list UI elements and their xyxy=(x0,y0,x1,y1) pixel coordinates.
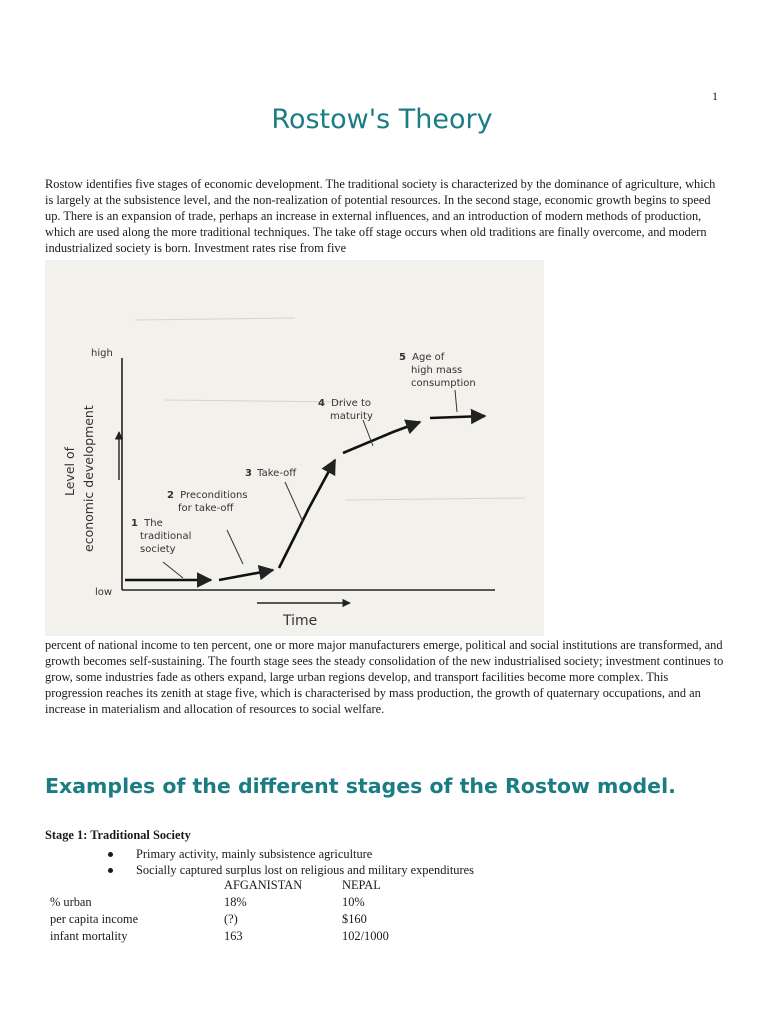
table-cell: 10% xyxy=(342,895,365,909)
table-cell: (?) xyxy=(224,912,238,926)
page-title: Rostow's Theory xyxy=(271,104,493,135)
list-item: Socially captured surplus lost on religious and military expenditures xyxy=(108,862,474,878)
table-cell: 163 xyxy=(224,929,243,943)
table-cell: 18% xyxy=(224,895,247,909)
stages-diagram xyxy=(45,260,544,636)
rostow-stages-figure xyxy=(45,260,544,636)
stage-4-segment xyxy=(343,422,420,453)
table-cell: infant mortality xyxy=(50,929,128,943)
table-row xyxy=(50,912,442,929)
y-axis-low: low xyxy=(95,587,113,598)
stage-5-label: 5 Age of high mass consumption xyxy=(399,352,476,389)
table-header-cell: NEPAL xyxy=(342,878,381,892)
page-number: 1 xyxy=(712,89,718,103)
stage-2-label: 2 Preconditions for take-off xyxy=(167,490,248,514)
list-item: Primary activity, mainly subsistence agriculture xyxy=(108,846,474,862)
country-stats-table xyxy=(50,878,442,946)
examples-heading: Examples of the different stages of the Rostow model. xyxy=(45,774,676,798)
table-row xyxy=(50,895,442,912)
stage-5-segment xyxy=(430,416,485,418)
stage-3-label: 3 Take-off xyxy=(245,468,297,479)
stage-1-heading: Stage 1: Traditional Society xyxy=(45,828,191,842)
table-header-cell xyxy=(50,878,224,895)
stage-1-bullets xyxy=(108,846,474,878)
table-cell: $160 xyxy=(342,912,367,926)
x-axis-label: Time xyxy=(283,613,318,629)
table-cell: per capita income xyxy=(50,912,139,926)
development-curve xyxy=(125,416,485,580)
table-cell: 102/1000 xyxy=(342,929,389,943)
table-row xyxy=(50,929,442,946)
y-axis-label-line2: economic development xyxy=(81,405,96,552)
stage-1-label: 1 The traditional society xyxy=(131,518,192,555)
stage-labels xyxy=(131,352,476,555)
stage-4-label: 4 Drive to maturity xyxy=(318,398,373,422)
continuation-paragraph: percent of national income to ten percent, one or more major manufacturers emerge, political and social institutions are transformed, and growth becomes self-sustaining. The fourth stage sees the steady consolidation of the new industrialised society; investment continues to grow, some industries fade as others expand, large urban regions develop, and transport facilities become more complex. This progression reaches its zenith at stage five, which is characterised by mass production, the growth of quaternary occupations, and an increase in materialism and allocation of resources to social welfare. xyxy=(45,638,724,716)
y-axis-high: high xyxy=(91,348,113,359)
stage-2-segment xyxy=(219,570,273,580)
table-header-cell: AFGANISTAN xyxy=(224,878,303,892)
intro-paragraph: Rostow identifies five stages of economic development. The traditional society is characterized by the dominance of agriculture, which is largely at the subsistence level, and the non-realization of potential resources. In the second stage, economic growth begins to speed up. There is an expansion of trade, perhaps an increase in external influences, and an introduction of modern methods of production, which are used along the more traditional techniques. The take off stage occurs when old traditions are finally overcome, and modern industrialized society is born. Investment rates rise from five xyxy=(45,177,716,255)
y-axis-label-line1: Level of xyxy=(62,446,77,496)
table-header-row xyxy=(50,878,442,895)
table-cell: % urban xyxy=(50,895,92,909)
paper-texture xyxy=(135,318,525,500)
leader-lines xyxy=(163,390,457,578)
